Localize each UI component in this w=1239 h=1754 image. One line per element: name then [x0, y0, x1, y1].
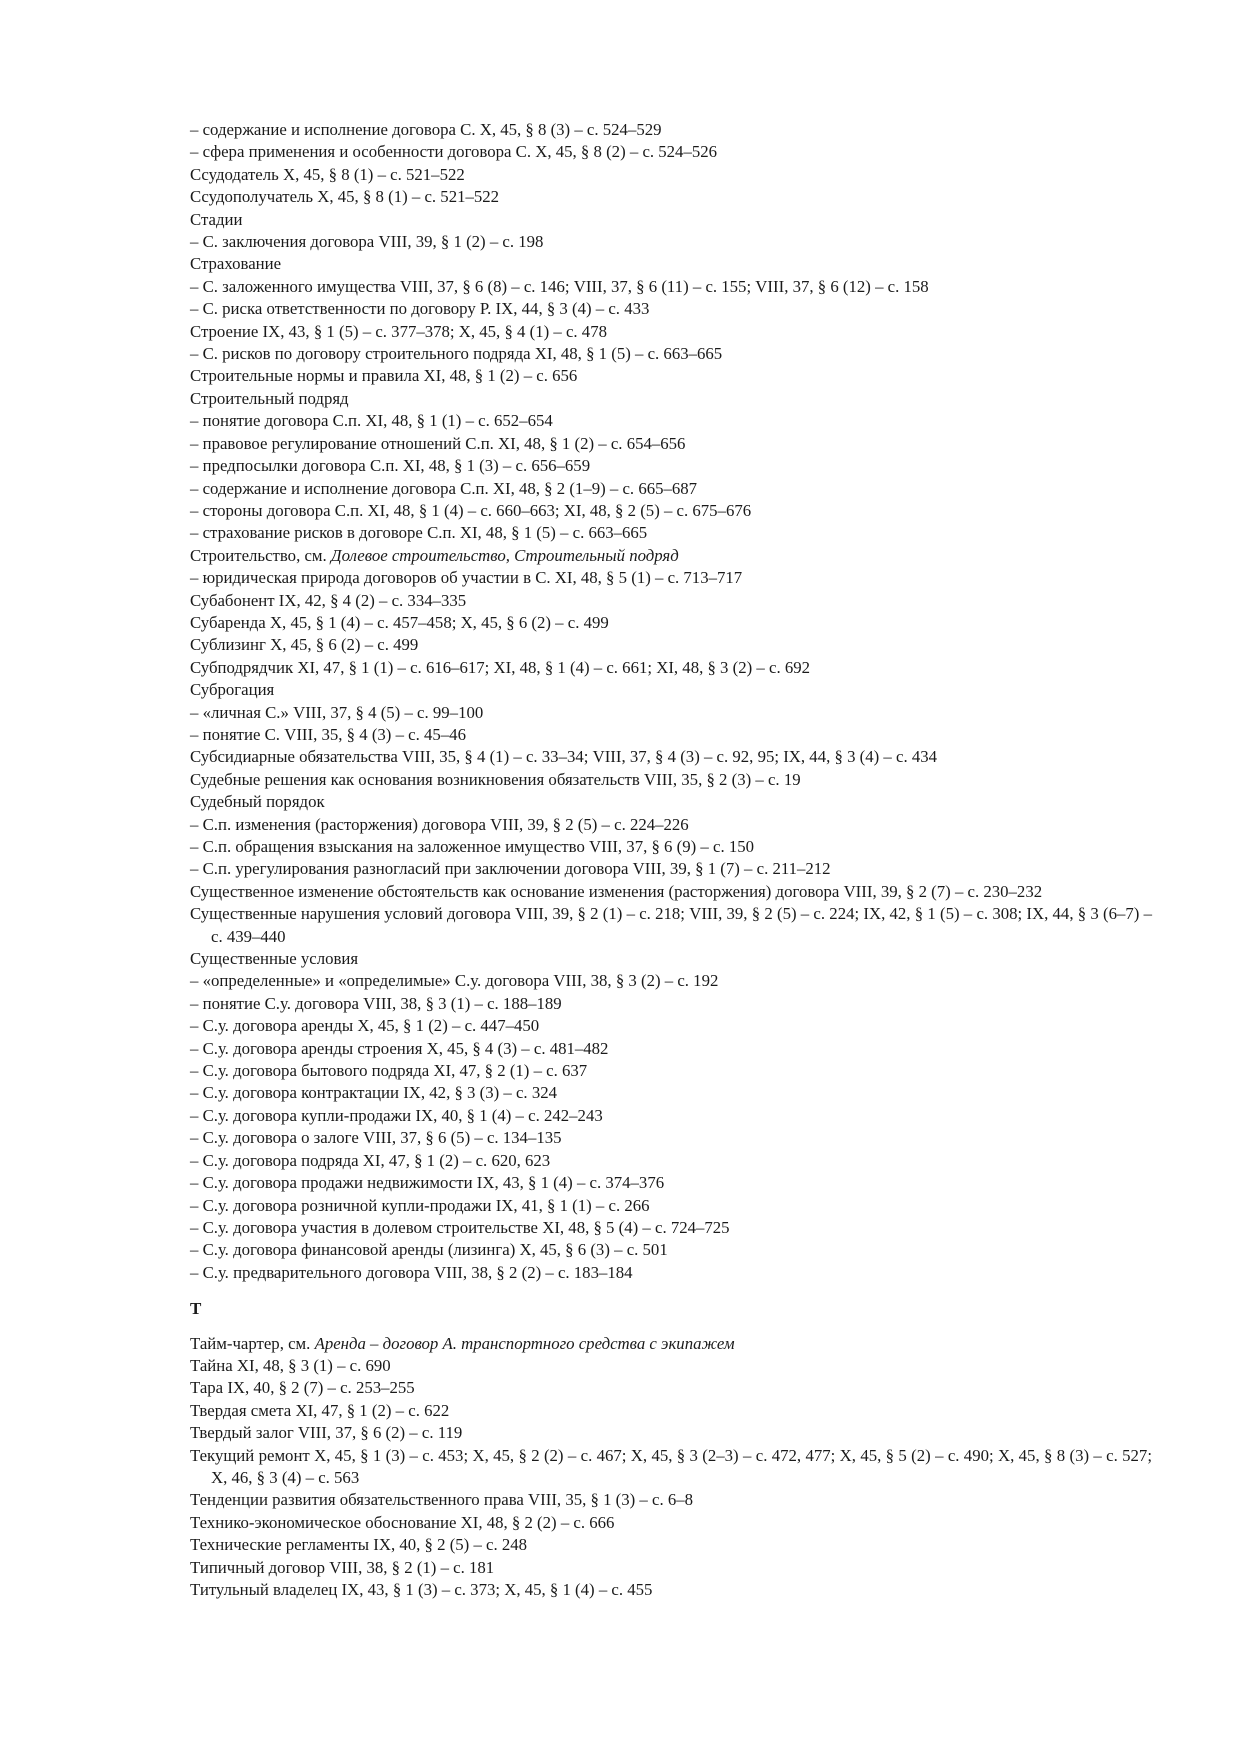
index-entry: Суброгация: [190, 680, 275, 700]
index-entry: – сфера применения и особенности договора С. X, 45, § 8 (2) – с. 524–526: [190, 142, 718, 162]
index-entry: – содержание и исполнение договора С. X, 45, § 8 (3) – с. 524–529: [190, 120, 662, 139]
letter-heading: Т: [190, 1299, 202, 1319]
index-entry: Типичный договор VIII, 38, § 2 (1) – с. 181: [190, 1557, 495, 1577]
index-entry: – С.у. договора аренды строения X, 45, § 4 (3) – с. 481–482: [190, 1038, 609, 1058]
index-entry-timecharter: [190, 1333, 1152, 1355]
index-entry: Тенденции развития обязательственного права VIII, 35, § 1 (3) – с. 6–8: [190, 1490, 694, 1510]
index-entry: – С. риска ответственности по договору Р. IX, 44, § 3 (4) – с. 433: [190, 299, 650, 319]
index-entry: – С.у. договора подряда XI, 47, § 1 (2) – с. 620, 623: [190, 1150, 551, 1170]
index-entry: – предпосылки договора С.п. XI, 48, § 1 (3) – с. 656–659: [190, 456, 591, 476]
index-entry: – С.п. урегулирования разногласий при заключении договора VIII, 39, § 1 (7) – с. 211–212: [190, 859, 831, 879]
index-entry: Строение IX, 43, § 1 (5) – с. 377–378; X, 45, § 4 (1) – с. 478: [190, 321, 607, 341]
index-entry: – С. заложенного имущества VIII, 37, § 6 (8) – с. 146; VIII, 37, § 6 (11) – с. 155; VIII, 37, § 6 (12) – с. 158: [190, 276, 929, 296]
index-entry: Существенные условия: [190, 949, 359, 969]
index-entry: Субаренда X, 45, § 1 (4) – с. 457–458; X, 45, § 6 (2) – с. 499: [190, 612, 609, 632]
index-entry: – С.у. предварительного договора VIII, 38, § 2 (2) – с. 183–184: [190, 1262, 633, 1282]
index-entry: Твердая смета XI, 47, § 1 (2) – с. 622: [190, 1400, 450, 1420]
index-entry: Страхование: [190, 254, 282, 274]
index-entry: – С.п. обращения взыскания на заложенное имущество VIII, 37, § 6 (9) – с. 150: [190, 837, 755, 856]
index-entry: Тайна XI, 48, § 3 (1) – с. 690: [190, 1355, 391, 1375]
index-entry: – С.у. договора продажи недвижимости IX, 43, § 1 (4) – с. 374–376: [190, 1173, 665, 1193]
index-entry: Сублизинг X, 45, § 6 (2) – с. 499: [190, 635, 419, 655]
index-entry: – понятие договора С.п. XI, 48, § 1 (1) – с. 652–654: [190, 411, 553, 431]
index-block-3: [190, 1355, 1152, 1601]
index-entry: Субабонент IX, 42, § 4 (2) – с. 334–335: [190, 590, 467, 610]
index-entry: – содержание и исполнение договора С.п. XI, 48, § 2 (1–9) – с. 665–687: [190, 478, 698, 498]
index-entry: – С.п. изменения (расторжения) договора VIII, 39, § 2 (5) – с. 224–226: [190, 814, 689, 834]
index-entry: Текущий ремонт X, 45, § 1 (3) – с. 453; X, 45, § 2 (2) – с. 467; X, 45, § 3 (2–3) – с. 472, 477; X, 45, § 5 (2) – с. 490; X, 45, § 8 (3) – с. 527; X, 46, § 3 (4) – с. 563: [190, 1445, 1152, 1487]
index-entry: – С.у. договора участия в долевом строительстве XI, 48, § 5 (4) – с. 724–725: [190, 1217, 730, 1237]
index-entry: Судебный порядок: [190, 792, 325, 812]
index-entry: – «определенные» и «определимые» С.у. договора VIII, 38, § 3 (2) – с. 192: [190, 971, 719, 991]
cross-reference: Аренда – договор А. транспортного средства с экипажем: [314, 1333, 735, 1353]
index-entry: Ссудополучатель X, 45, § 8 (1) – с. 521–522: [190, 187, 500, 207]
index-block-1: [190, 119, 1152, 545]
index-entry: Существенные нарушения условий договора VIII, 39, § 2 (1) – с. 218; VIII, 39, § 2 (5) – с. 224; IX, 42, § 1 (5) – с. 308; IX, 44, § 3 (6–7) – с. 439–440: [190, 904, 1152, 946]
index-entry: – С.у. договора аренды X, 45, § 1 (2) – с. 447–450: [190, 1016, 540, 1036]
index-entry: – правовое регулирование отношений С.п. XI, 48, § 1 (2) – с. 654–656: [190, 433, 686, 453]
index-entry: – понятие С.у. договора VIII, 38, § 3 (1) – с. 188–189: [190, 993, 562, 1013]
index-entry: Тара IX, 40, § 2 (7) – с. 253–255: [190, 1378, 415, 1398]
index-entry: – С.у. договора бытового подряда XI, 47, § 2 (1) – с. 637: [190, 1061, 588, 1081]
index-page: [190, 119, 1152, 1601]
index-entry: – стороны договора С.п. XI, 48, § 1 (4) – с. 660–663; XI, 48, § 2 (5) – с. 675–676: [190, 500, 752, 520]
index-entry: Стадии: [190, 209, 243, 229]
cross-reference: Долевое строительство, Строительный подряд: [330, 545, 679, 565]
index-entry: – С.у. договора розничной купли-продажи IX, 41, § 1 (1) – с. 266: [190, 1195, 650, 1215]
index-entry: Субподрядчик XI, 47, § 1 (1) – с. 616–617; XI, 48, § 1 (4) – с. 661; XI, 48, § 3 (2) – с. 692: [190, 657, 811, 677]
index-entry: – С.у. договора финансовой аренды (лизинга) X, 45, § 6 (3) – с. 501: [190, 1240, 668, 1260]
index-block-2: [190, 567, 1152, 1284]
index-entry: – С.у. договора о залоге VIII, 37, § 6 (5) – с. 134–135: [190, 1128, 562, 1148]
index-entry-stroitelstvo: [190, 545, 1152, 567]
index-entry: Субсидиарные обязательства VIII, 35, § 4 (1) – с. 33–34; VIII, 37, § 4 (3) – с. 92, 95; IX, 44, § 3 (4) – с. 434: [190, 747, 938, 767]
index-entry: Существенное изменение обстоятельств как основание изменения (расторжения) договора VIII, 39, § 2 (7) – с. 230–232: [190, 881, 1043, 901]
index-entry: – «личная С.» VIII, 37, § 4 (5) – с. 99–100: [190, 702, 484, 722]
index-entry: Твердый залог VIII, 37, § 6 (2) – с. 119: [190, 1423, 463, 1443]
index-entry: Судебные решения как основания возникновения обязательств VIII, 35, § 2 (3) – с. 19: [190, 769, 801, 789]
index-entry: – юридическая природа договоров об участии в С. XI, 48, § 5 (1) – с. 713–717: [190, 568, 743, 588]
index-entry: – С.у. договора контрактации IX, 42, § 3 (3) – с. 324: [190, 1083, 557, 1103]
index-entry: Технико-экономическое обоснование XI, 48, § 2 (2) – с. 666: [190, 1512, 615, 1532]
index-entry: Строительный подряд: [190, 388, 349, 408]
index-entry: – понятие С. VIII, 35, § 4 (3) – с. 45–46: [190, 724, 466, 744]
index-entry: – С.у. договора купли-продажи IX, 40, § 1 (4) – с. 242–243: [190, 1105, 603, 1125]
index-entry: Строительные нормы и правила XI, 48, § 1 (2) – с. 656: [190, 366, 578, 386]
index-entry: Титульный владелец IX, 43, § 1 (3) – с. 373; X, 45, § 1 (4) – с. 455: [190, 1580, 653, 1599]
entry-prefix: Тайм-чартер, см.: [190, 1333, 315, 1353]
index-entry: Ссудодатель X, 45, § 8 (1) – с. 521–522: [190, 164, 465, 184]
index-entry: – страхование рисков в договоре С.п. XI, 48, § 1 (5) – с. 663–665: [190, 523, 648, 543]
index-entry: Технические регламенты IX, 40, § 2 (5) – с. 248: [190, 1535, 528, 1555]
index-entry: – С. рисков по договору строительного подряда XI, 48, § 1 (5) – с. 663–665: [190, 344, 723, 364]
index-entry: – С. заключения договора VIII, 39, § 1 (2) – с. 198: [190, 232, 544, 252]
entry-prefix: Строительство, см.: [190, 545, 331, 565]
